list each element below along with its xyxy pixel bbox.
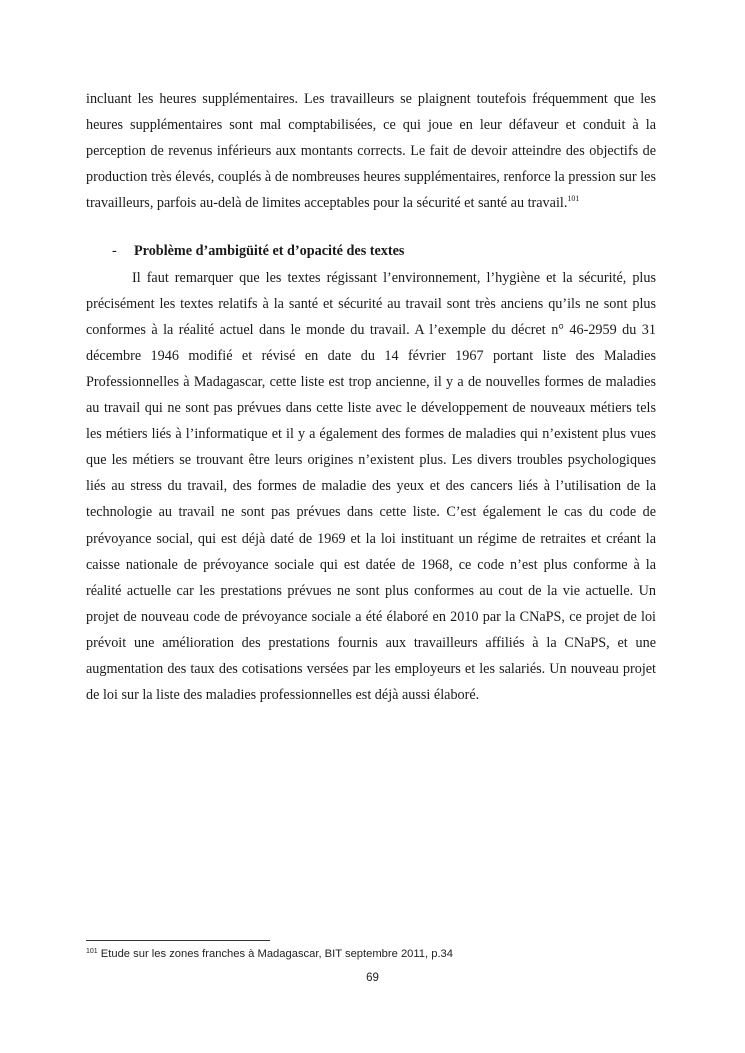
paragraph-working-hours (86, 86, 656, 216)
page-number: 69 (366, 972, 379, 984)
bullet-dash: - (112, 243, 117, 260)
footnote-reference[interactable]: 101 (567, 194, 580, 204)
paragraph-working-hours-text: incluant les heures supplémentaires. Les travailleurs se plaignent toutefois fréquemment que les heures supplémentaires sont mal comptabilisées, ce qui joue en leur défaveur et conduit à la perception de revenus inférieurs aux montants corrects. Le fait de devoir atteindre des objectifs de production très élevés, couplés à de nombreuses heures supplémentaires, renforce la pression sur les travailleurs, parfois au-delà de limites acceptables pour la sécurité et santé au travail. (86, 91, 656, 212)
paragraph-texts-ambiguity: Il faut remarquer que les textes régissant l’environnement, l’hygiène et la sécurité, plus précisément les textes relatifs à la santé et sécurité au travail sont très anciens qu’ils ne sont plus conformes à la réalité actuel dans le monde du travail. A l’exemple du décret n° 46-2959 du 31 décembre 1946 modifié et révisé en date du 14 février 1967 portant liste des Maladies Professionnelles à Madagascar, cette liste est trop ancienne, il y a de nouvelles formes de maladies au travail qui ne sont pas prévues dans cette liste avec le développement de nouveaux métiers tels les métiers liés à l’informatique et il y a également des formes de maladies qui n’existent plus vues que les métiers se trouvant être leurs origines n’existent plus. Les divers troubles psychologiques liés au stress du travail, des formes de maladie des yeux et des cancers liés à l’utilisation de la technologie au travail ne sont pas prévues dans cette liste. C’est également le cas du code de prévoyance social, qui est déjà daté de 1969 et la loi instituant un régime de retraites et créant la caisse nationale de prévoyance sociale qui est datée de 1968, ce code n’est plus conforme à la réalité actuelle car les prestations prévues ne sont plus conformes au cout de la vie actuelle. Un projet de nouveau code de prévoyance sociale a été élaboré en 2010 par la CNaPS, ce projet de loi prévoit une amélioration des prestations fournis aux travailleurs affiliés à la CNaPS, et une augmentation des taux des cotisations versées par les employeurs et les salariés. Un nouveau projet de loi sur la liste des maladies professionnelles est déjà aussi élaboré. (86, 269, 656, 704)
section-heading (86, 238, 656, 264)
footnote (86, 946, 656, 962)
footnote-divider (86, 940, 270, 941)
section-heading-text: Problème d’ambigüité et d’opacité des textes (134, 243, 405, 260)
footnote-number: 101 (86, 948, 98, 955)
body-text (86, 86, 656, 708)
footnote-text: Etude sur les zones franches à Madagascar, BIT septembre 2011, p.34 (100, 948, 453, 960)
